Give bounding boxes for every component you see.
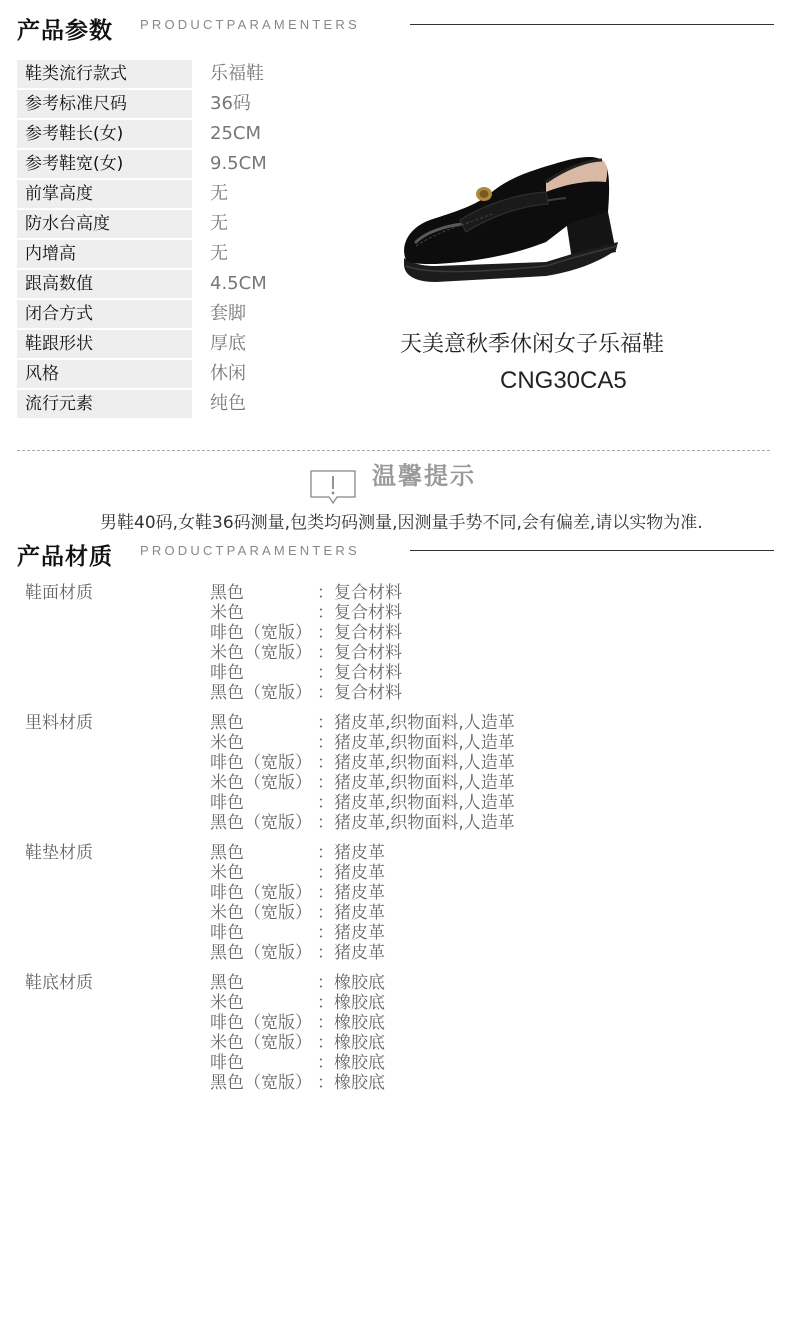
param-value: 无 [210,183,228,204]
material-group-lining [0,713,790,833]
material-item [210,883,790,903]
material-value: ：复合材料 [317,643,402,663]
material-item [210,663,790,683]
params-section-subtitle: PRODUCTPARAMENTERS [140,17,360,32]
material-item [210,713,790,733]
param-value: 乐福鞋 [210,63,264,84]
material-value: ：猪皮革,织物面料,人造革 [317,713,515,733]
param-value: 休闲 [210,363,246,384]
material-color: 黑色（宽版） [210,813,312,833]
materials-section-title: 产品材质 [17,544,113,570]
material-color: 啡色 [210,1053,244,1073]
material-item [210,863,790,883]
material-color: 啡色 [210,663,244,683]
material-color: 啡色 [210,793,244,813]
material-value: ：复合材料 [317,683,402,703]
materials-list [0,583,790,1093]
material-item [210,773,790,793]
material-value: ：猪皮革 [317,863,385,883]
param-label: 跟高数值 [17,270,192,298]
material-group-upper [0,583,790,703]
param-row [17,389,377,419]
material-color: 米色 [210,993,244,1013]
param-label: 鞋类流行款式 [17,60,192,88]
material-color: 米色 [210,603,244,623]
material-value: ：橡胶底 [317,1033,385,1053]
material-items [210,713,790,833]
material-group-insole [0,843,790,963]
material-value: ：复合材料 [317,603,402,623]
material-value: ：橡胶底 [317,973,385,993]
material-value: ：猪皮革 [317,923,385,943]
param-value: 套脚 [210,303,246,324]
material-value: ：橡胶底 [317,1053,385,1073]
material-item [210,1053,790,1073]
param-value: 4.5CM [210,273,267,294]
material-item [210,1013,790,1033]
param-label: 防水台高度 [17,210,192,238]
material-color: 黑色 [210,973,244,993]
material-item [210,793,790,813]
param-label: 前掌高度 [17,180,192,208]
param-label: 参考标准尺码 [17,90,192,118]
material-item [210,583,790,603]
material-value: ：复合材料 [317,583,402,603]
material-color: 黑色 [210,583,244,603]
material-color: 米色（宽版） [210,1033,312,1053]
material-label: 里料材质 [25,713,93,733]
material-label: 鞋垫材质 [25,843,93,863]
material-value: ：橡胶底 [317,1073,385,1093]
material-value: ：猪皮革 [317,943,385,963]
material-color: 黑色（宽版） [210,943,312,963]
param-row [17,239,377,269]
material-items [210,583,790,703]
material-color: 米色（宽版） [210,643,312,663]
param-row [17,359,377,389]
material-item [210,813,790,833]
material-value: ：猪皮革,织物面料,人造革 [317,793,515,813]
param-value: 25CM [210,123,262,144]
params-table [17,59,377,419]
material-color: 啡色（宽版） [210,1013,312,1033]
material-value: ：复合材料 [317,623,402,643]
param-row [17,119,377,149]
param-value: 36码 [210,93,251,114]
param-row [17,329,377,359]
material-item [210,973,790,993]
params-section-header [0,6,790,46]
material-color: 黑色（宽版） [210,683,312,703]
material-color: 啡色（宽版） [210,753,312,773]
material-item [210,753,790,773]
material-item [210,923,790,943]
materials-section-rule [410,550,774,551]
material-value: ：猪皮革 [317,903,385,923]
params-section-title: 产品参数 [17,18,113,44]
material-value: ：复合材料 [317,663,402,683]
material-items [210,843,790,963]
material-value: ：橡胶底 [317,993,385,1013]
param-row [17,179,377,209]
material-value: ：猪皮革,织物面料,人造革 [317,733,515,753]
param-label: 闭合方式 [17,300,192,328]
material-label: 鞋面材质 [25,583,93,603]
param-value: 纯色 [210,393,246,414]
material-item [210,603,790,623]
material-color: 啡色 [210,923,244,943]
material-color: 啡色（宽版） [210,883,312,903]
material-color: 米色 [210,863,244,883]
param-label: 鞋跟形状 [17,330,192,358]
material-item [210,993,790,1013]
material-label: 鞋底材质 [25,973,93,993]
params-section-rule [410,24,774,25]
dashed-divider [17,450,770,451]
exclamation-speech-bubble-icon [309,469,357,505]
param-label: 流行元素 [17,390,192,418]
material-value: ：猪皮革,织物面料,人造革 [317,773,515,793]
black-loafer-shoe-image [396,142,628,292]
param-row [17,59,377,89]
material-item [210,1033,790,1053]
tip-text: 男鞋40码,女鞋36码测量,包类均码测量,因测量手势不同,会有偏差,请以实物为准. [100,513,703,533]
material-items [210,973,790,1093]
param-row [17,299,377,329]
material-color: 米色（宽版） [210,903,312,923]
param-row [17,149,377,179]
materials-section-header [0,532,790,572]
material-item [210,943,790,963]
material-value: ：猪皮革,织物面料,人造革 [317,813,515,833]
product-name: 天美意秋季休闲女子乐福鞋 [400,332,665,357]
param-label: 参考鞋长(女) [17,120,192,148]
param-row [17,269,377,299]
material-color: 米色（宽版） [210,773,312,793]
material-color: 黑色 [210,843,244,863]
param-value: 无 [210,213,228,234]
material-group-outsole [0,973,790,1093]
material-color: 啡色（宽版） [210,623,312,643]
material-item [210,1073,790,1093]
param-label: 参考鞋宽(女) [17,150,192,178]
material-item [210,683,790,703]
material-item [210,733,790,753]
material-color: 黑色（宽版） [210,1073,312,1093]
material-color: 米色 [210,733,244,753]
param-label: 内增高 [17,240,192,268]
tip-title: 温馨提示 [372,462,476,490]
param-value: 无 [210,243,228,264]
param-row [17,209,377,239]
material-color: 黑色 [210,713,244,733]
param-value: 厚底 [210,333,246,354]
param-value: 9.5CM [210,153,267,174]
material-value: ：橡胶底 [317,1013,385,1033]
param-label: 风格 [17,360,192,388]
materials-section-subtitle: PRODUCTPARAMENTERS [140,543,360,558]
material-item [210,643,790,663]
param-row [17,89,377,119]
material-value: ：猪皮革 [317,883,385,903]
material-item [210,623,790,643]
material-value: ：猪皮革,织物面料,人造革 [317,753,515,773]
material-item [210,903,790,923]
material-value: ：猪皮革 [317,843,385,863]
material-item [210,843,790,863]
product-code: CNG30CA5 [500,367,627,394]
